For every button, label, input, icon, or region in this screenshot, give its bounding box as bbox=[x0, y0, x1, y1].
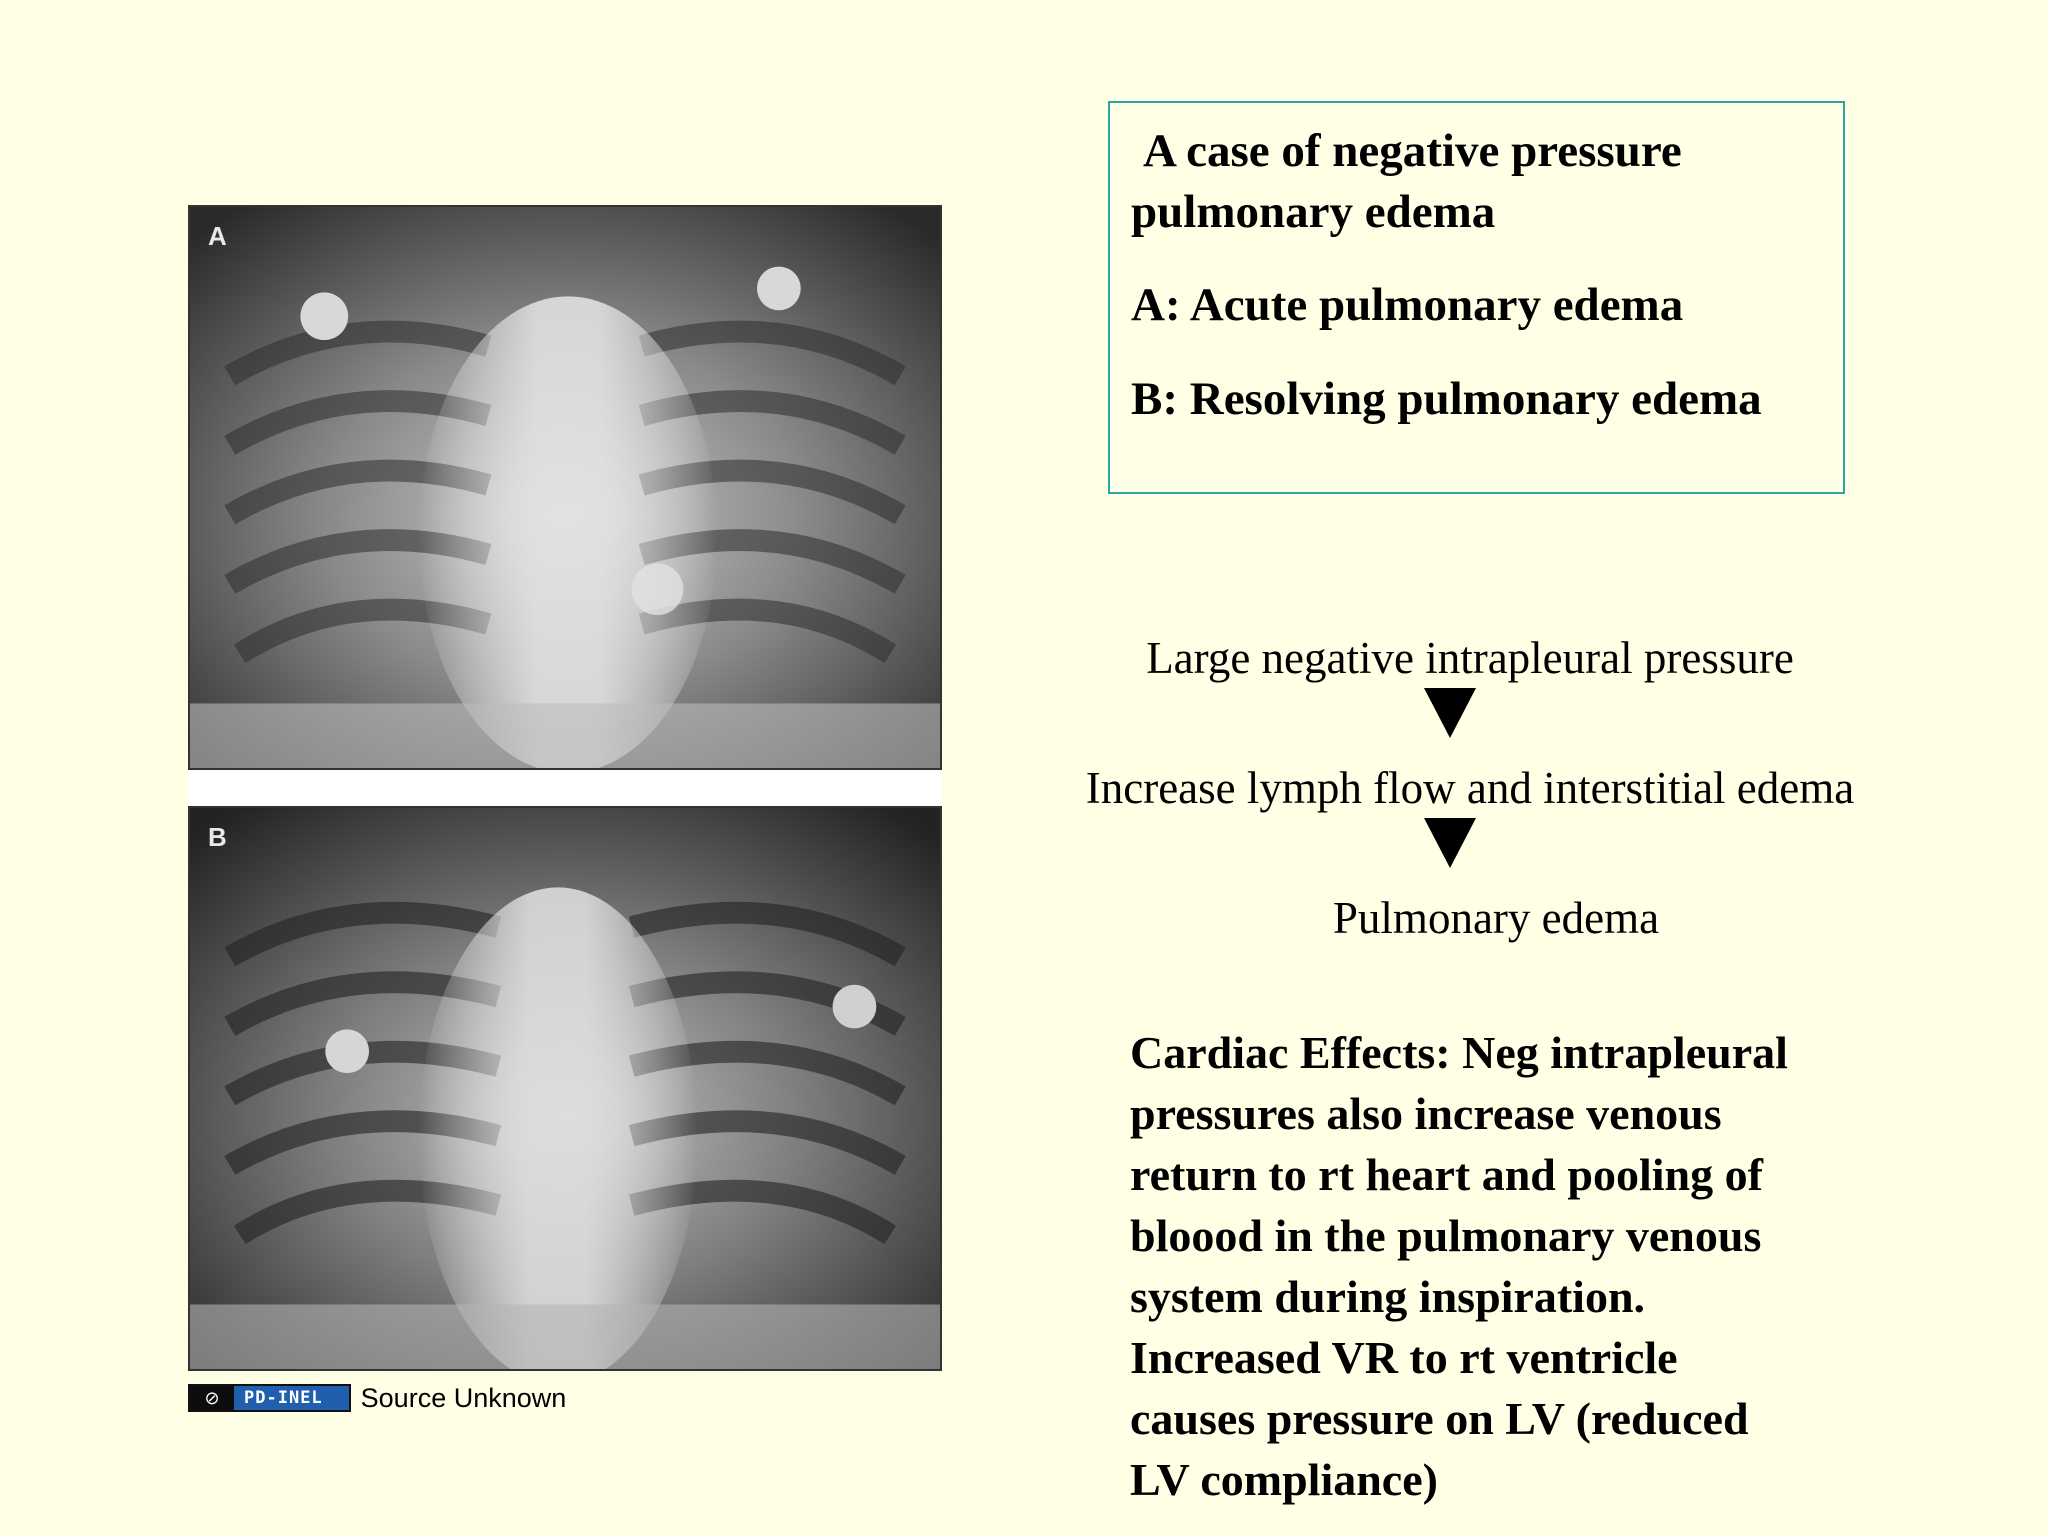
cardiac-line: Cardiac Effects: Neg intrapleural bbox=[1130, 1027, 1788, 1078]
down-arrow-icon bbox=[1424, 688, 1476, 738]
cardiac-line: return to rt heart and pooling of bbox=[1130, 1149, 1763, 1200]
image-credit bbox=[188, 1383, 566, 1413]
caption-title bbox=[1131, 121, 1825, 243]
public-domain-icon: ⊘ bbox=[190, 1386, 234, 1410]
flow-step-3: Pulmonary edema bbox=[1332, 893, 1660, 943]
mechanism-flow bbox=[1040, 630, 1900, 946]
cardiac-line: Increased VR to rt ventricle bbox=[1130, 1332, 1678, 1383]
xray-b-graphic bbox=[190, 808, 940, 1369]
license-code: PD-INEL bbox=[244, 1388, 323, 1408]
cardiac-line: system during inspiration. bbox=[1130, 1271, 1646, 1322]
flow-step-1: Large negative intrapleural pressure bbox=[1146, 633, 1794, 683]
panel-b-label: B bbox=[208, 822, 227, 852]
cardiac-line: bloood in the pulmonary venous bbox=[1130, 1210, 1762, 1261]
cardiac-line: LV compliance) bbox=[1130, 1454, 1438, 1505]
xray-a-graphic bbox=[190, 207, 940, 768]
image-source: Source Unknown bbox=[360, 1382, 567, 1413]
caption-panel-a: A: Acute pulmonary edema bbox=[1131, 279, 1684, 331]
license-badge[interactable] bbox=[188, 1384, 351, 1412]
panel-divider bbox=[188, 770, 942, 806]
down-arrow-icon bbox=[1424, 818, 1476, 868]
caption-title-line-2: pulmonary edema bbox=[1131, 186, 1496, 238]
caption-title-line-1: A case of negative pressure bbox=[1143, 125, 1682, 177]
panel-a-label: A bbox=[208, 221, 227, 251]
xray-image-b bbox=[188, 806, 942, 1371]
caption-panel-b: B: Resolving pulmonary edema bbox=[1131, 373, 1762, 425]
cardiac-line: causes pressure on LV (reduced bbox=[1130, 1393, 1749, 1444]
caption-box bbox=[1108, 101, 1845, 494]
xray-image-a bbox=[188, 205, 942, 770]
cardiac-effects-text bbox=[1130, 1022, 1910, 1510]
flow-step-2: Increase lymph flow and interstitial edema bbox=[1085, 763, 1855, 813]
cardiac-line: pressures also increase venous bbox=[1130, 1088, 1722, 1139]
